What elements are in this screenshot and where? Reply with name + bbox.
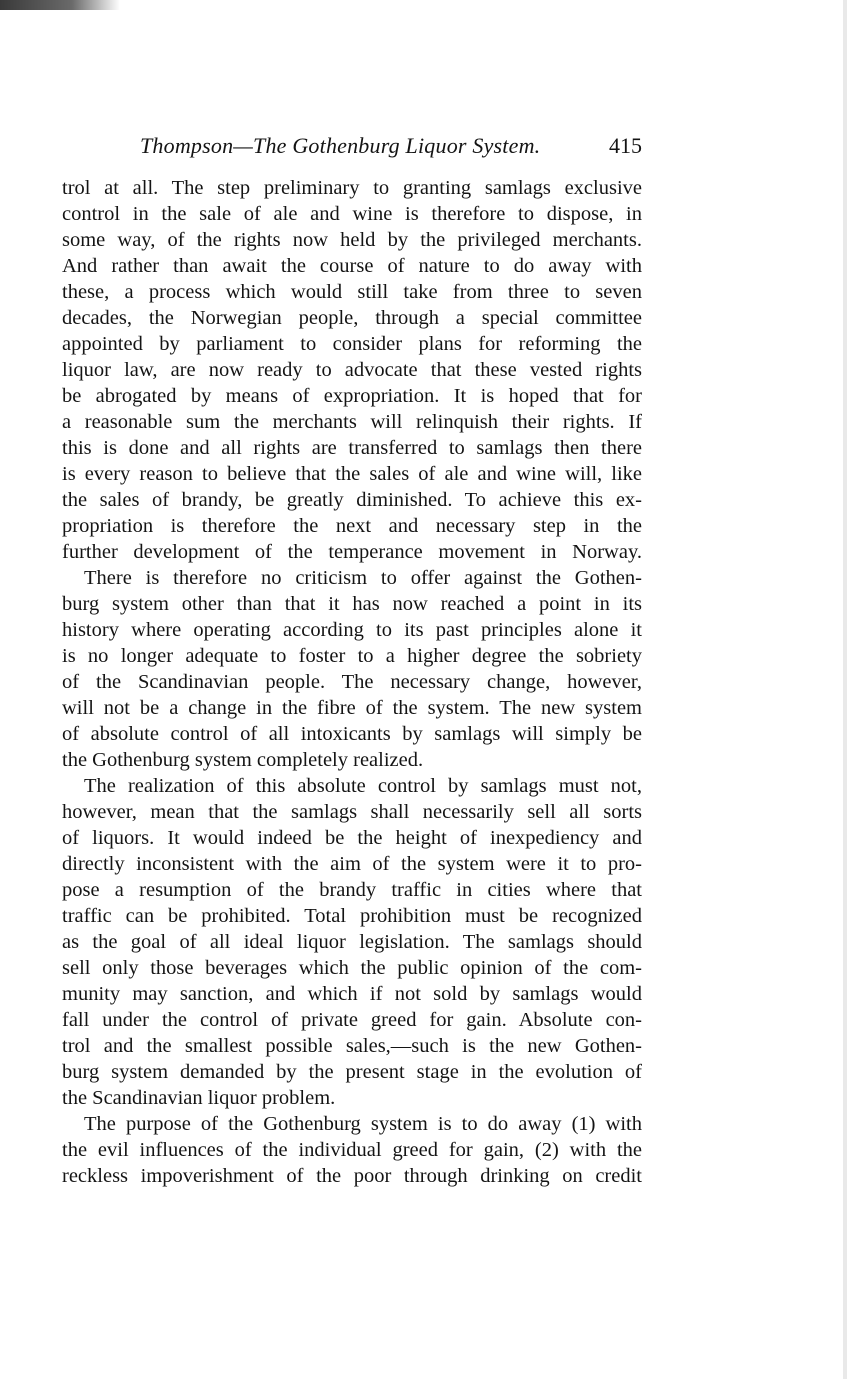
running-header [140, 132, 642, 162]
text-line: burg system demanded by the present stage in the evolution of [62, 1061, 642, 1083]
text-line: There is therefore no criticism to offer against the Gothen- [84, 567, 642, 589]
text-line: the sales of brandy, be greatly diminished. To achieve this ex- [62, 489, 642, 511]
text-line: of the Scandinavian people. The necessary change, however, [62, 671, 642, 693]
text-line: appointed by parliament to consider plans for reforming the [62, 333, 642, 355]
text-line: further development of the temperance movement in Norway. [62, 541, 642, 563]
text-line: pose a resumption of the brandy traffic in cities where that [62, 879, 642, 901]
text-line: control in the sale of ale and wine is therefore to dispose, in [62, 203, 642, 225]
text-line: traffic can be prohibited. Total prohibition must be recognized [62, 905, 642, 927]
text-line: this is done and all rights are transferred to samlags then there [62, 437, 642, 459]
text-line: be abrogated by means of expropriation. It is hoped that for [62, 385, 642, 407]
text-line: burg system other than that it has now reached a point in its [62, 593, 642, 615]
text-line: however, mean that the samlags shall necessarily sell all sorts [62, 801, 642, 823]
page-number: 415 [609, 133, 642, 158]
text-line: propriation is therefore the next and necessary step in the [62, 515, 642, 537]
text-line: these, a process which would still take from three to seven [62, 281, 642, 303]
text-line: munity may sanction, and which if not sold by samlags would [62, 983, 642, 1005]
text-line: directly inconsistent with the aim of the system were it to pro- [62, 853, 642, 875]
paragraph-1 [62, 175, 642, 565]
text-line: trol and the smallest possible sales,—such is the new Gothen- [62, 1035, 642, 1057]
body-text [62, 175, 642, 1189]
text-line: is every reason to believe that the sales of ale and wine will, like [62, 463, 642, 485]
paragraph-2 [62, 565, 642, 773]
text-line: the Scandinavian liquor problem. [62, 1087, 336, 1109]
text-line: The purpose of the Gothenburg system is to do away (1) with [84, 1113, 642, 1135]
text-line: decades, the Norwegian people, through a special committee [62, 307, 642, 329]
text-line: liquor law, are now ready to advocate that these vested rights [62, 359, 642, 381]
paragraph-4 [62, 1111, 642, 1189]
text-line: history where operating according to its past principles alone it [62, 619, 642, 641]
text-line: will not be a change in the fibre of the system. The new system [62, 697, 642, 719]
text-line: of liquors. It would indeed be the height of inexpediency and [62, 827, 642, 849]
paragraph-3 [62, 773, 642, 1111]
page-scan-margin [843, 0, 847, 1379]
text-line: as the goal of all ideal liquor legislation. The samlags should [62, 931, 642, 953]
text-line: the evil influences of the individual greed for gain, (2) with the [62, 1139, 642, 1161]
text-line: And rather than await the course of nature to do away with [62, 255, 642, 277]
text-line: is no longer adequate to foster to a higher degree the sobriety [62, 645, 642, 667]
text-line: fall under the control of private greed for gain. Absolute con- [62, 1009, 642, 1031]
text-line: some way, of the rights now held by the privileged merchants. [62, 229, 642, 251]
text-line: of absolute control of all intoxicants by samlags will simply be [62, 723, 642, 745]
text-line: trol at all. The step preliminary to granting samlags exclusive [62, 177, 642, 199]
text-line: The realization of this absolute control by samlags must not, [84, 775, 642, 797]
text-line: sell only those beverages which the public opinion of the com- [62, 957, 642, 979]
running-title: Thompson—The Gothenburg Liquor System. [140, 133, 541, 158]
text-line: a reasonable sum the merchants will relinquish their rights. If [62, 411, 642, 433]
text-line: reckless impoverishment of the poor through drinking on credit [62, 1165, 642, 1187]
text-line: the Gothenburg system completely realized. [62, 749, 424, 771]
page-scan-edge [0, 0, 120, 10]
